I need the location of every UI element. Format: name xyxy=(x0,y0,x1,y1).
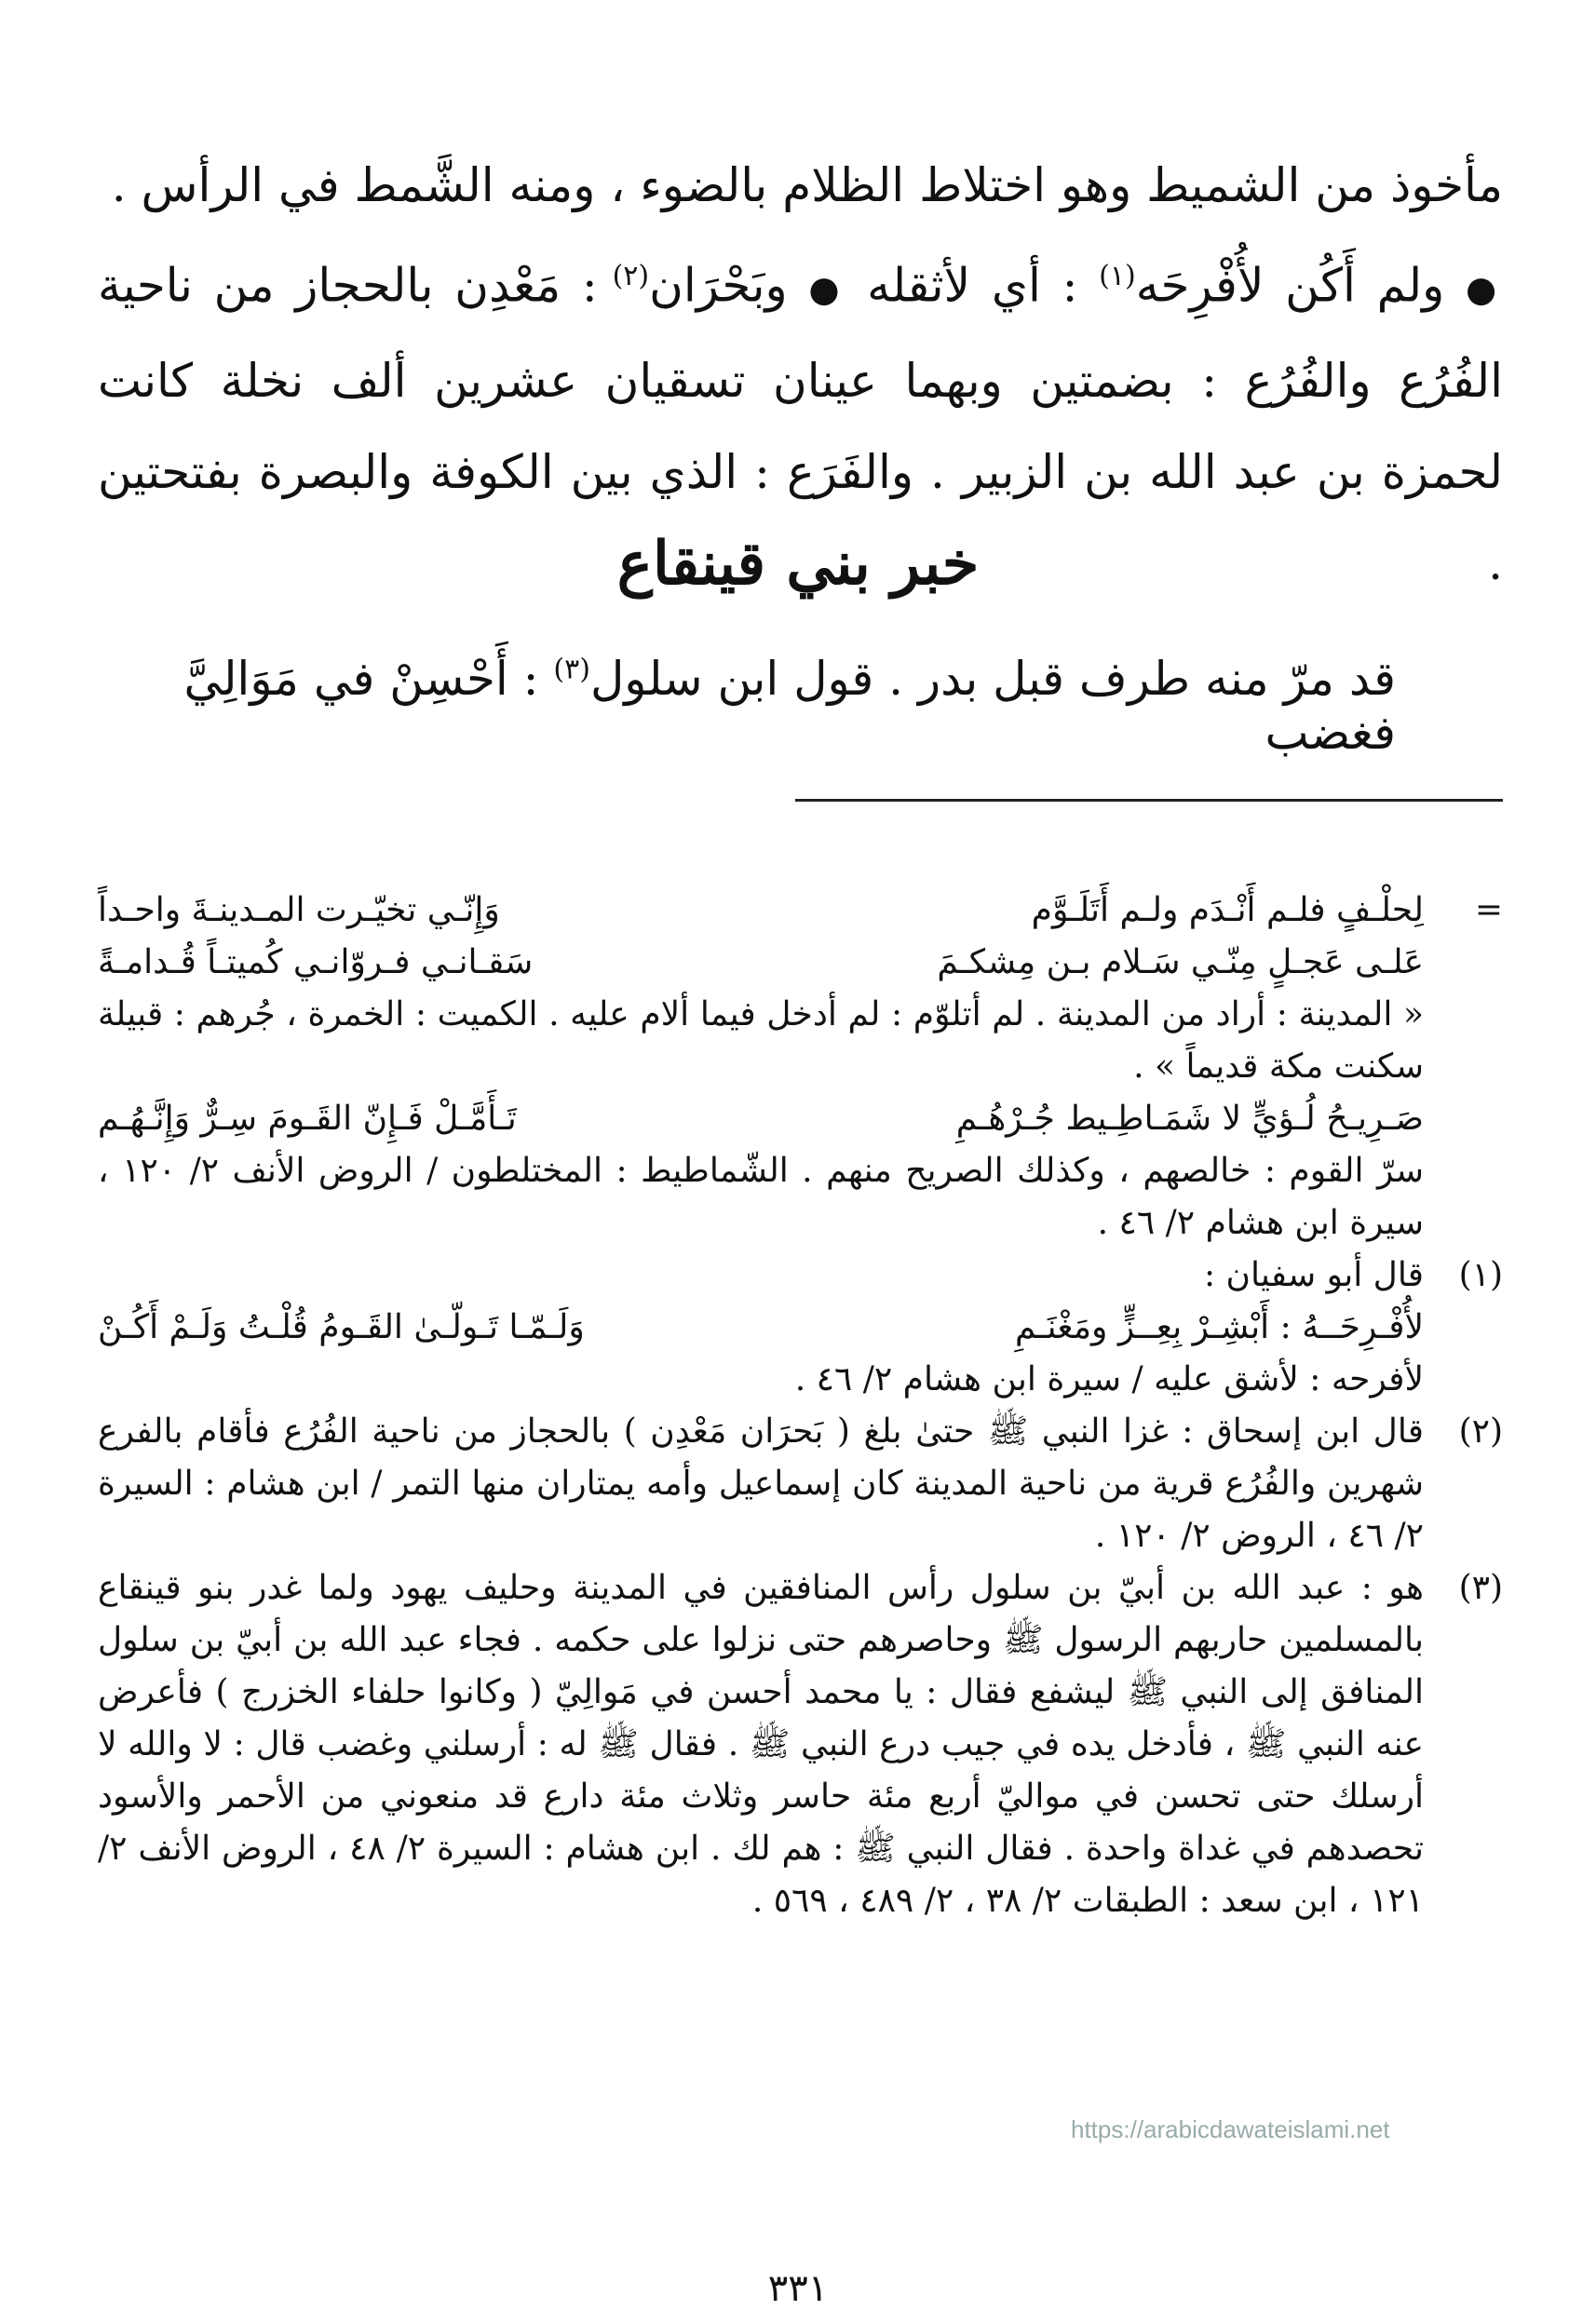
verse-line: عَلـى عَجـلٍ مِنّـي سَـلام بـن مِشكـمَ سَقـانـي فـروّانـي كُميتـاً قُـدامـةً xyxy=(98,943,1424,981)
bullet-icon: ● xyxy=(808,268,846,310)
footnote-3: (٣) هو : عبد الله بن أبيّ بن سلول رأس المنافقين في المدينة وحليف يهود ولما غدر بنو قينقاع بالمسلمين حاربهم الرسول ﷺ وحاصرهم حتى نزلوا على حكمه . فجاء عبد الله بن أبيّ بن سلول المنافق إلى النبي ﷺ ليشفع فقال : يا محمد أحسن في مَوالِيّ ( وكانوا حلفاء الخزرج ) فأعرض عنه النبي ﷺ ، فأدخل يده في جيب درع النبي ﷺ . فقال ﷺ له : أرسلني وغضب قال : لا والله لا أرسلك حتى تحسن في مواليّ أربع مئة حاسر وثلاث مئة دارع قد منعوني من الأحمر والأسود تحصدهم في غداة واحدة . فقال النبي ﷺ : هم لك . ابن هشام : السيرة ٢/ ٤٨ ، الروض الأنف ٢/ ١٢١ ، ابن سعد : الطبقات ٢/ ٣٨ ، ٢/ ٤٨٩ ، ٥٦٩ . xyxy=(98,1562,1503,1927)
verse-line: لِحلْـفٍ فلـم أَنْـدَم ولـم أَتَلَـوَّم وَإِنّـي تخيّـرت المـدينـةَ واحـداً xyxy=(98,891,1424,929)
section-heading: خبر بني قينقاع xyxy=(616,529,980,599)
footnote-ref: (٣) xyxy=(553,653,590,686)
verse-line: لأُفْـرِحَــهُ : أَبْشِـرْ بِعِــزٍّ ومَغْنَـمِ وَلَـمّـا تَـولّـىٰ القَـومُ قُلْـتُ وَلَـمْ أَكُـنْ xyxy=(98,1308,1424,1346)
footnote-number: (١) xyxy=(1458,1256,1503,1294)
footnote-2: (٢) قال ابن إسحاق : غزا النبي ﷺ حتىٰ بلغ ( بَحرَان مَعْدِن ) بالحجاز من ناحية الفُرُع فأقام بالفرع شهرين والفُرُع قرية من ناحية المدينة كان إسماعيل وأمه يمتاران منها التمر / ابن هشام : السيرة ٢/ ٤٦ ، الروض ٢/ ١٢٠ . xyxy=(98,1406,1503,1562)
footnote-ref: (٢) xyxy=(612,260,650,292)
watermark: https://arabicdawateislami.net xyxy=(1071,2115,1390,2143)
paragraph-continuation: مأخوذ من الشميط وهو اختلاط الظلام بالضوء ، ومنه الشَّمط في الرأس . xyxy=(111,158,1503,212)
footnote-number: (٢) xyxy=(1458,1412,1503,1451)
bullet-icon: ● xyxy=(1466,268,1503,310)
footnote-note: سرّ القوم : خالصهم ، وكذلك الصريح منهم . الشّماطيط : المختلطون / الروض الأنف ٢/ ١٢٠ ، سيرة ابن هشام ٢/ ٤٦ . xyxy=(98,1152,1424,1242)
footnote-number: (٣) xyxy=(1458,1569,1503,1607)
verse-line: صَـرِيـحُ لُـؤيٍّ لا شَمَـاطِـيط جُـرْهُـمِ تَـأَمَّـلْ فَـإِنّ القَـومَ سِـرٌّ وَإِنَّـهُـم xyxy=(98,1100,1424,1138)
footnote-continuation xyxy=(98,885,1503,1250)
footnote-divider xyxy=(795,799,1503,802)
footnote-note: « المدينة : أراد من المدينة . لم أتلوّم : لم أدخل فيما ألام عليه . الكميت : الخمرة ، جُرهم : قبيلة سكنت مكة قديماً » . xyxy=(98,995,1424,1086)
footnotes xyxy=(98,885,1503,1927)
footnote-ref: (١) xyxy=(1099,260,1136,292)
continuation-marker: = xyxy=(1474,891,1503,929)
footnote-1: (١) قال أبو سفيان : لأُفْـرِحَــهُ : أَبْشِـرْ بِعِــزٍّ ومَغْنَـمِ وَلَـمّـا تَـولّـىٰ القَـومُ قُلْـتُ وَلَـمْ أَكُـنْ لأفرحه : لأشق عليه / سيرة ابن هشام ٢/ ٤٦ . xyxy=(98,1250,1503,1406)
footnote-note: لأفرحه : لأشق عليه / سيرة ابن هشام ٢/ ٤٦ . xyxy=(794,1360,1424,1398)
page-number: ٣٣١ xyxy=(767,2267,829,2310)
section-intro: قد مرّ منه طرف قبل بدر . قول ابن سلول$^{(٣)}$ : أَحْسِنْ في مَوَالِيَّ فغضب xyxy=(183,652,1396,760)
paragraph-glossary: ● ولم أَكُن لأُفْرِحَه$^{(١)}$ : أي لأثقله ● وبَحْرَان$^{(٢)}$ : مَعْدِن بالحجاز من ناحية الفُرُع والفُرُع : بضمتين وبهما عينان تسقيان عشرين ألف نخلة كانت لحمزة بن عبد الله بن الزبير . والفَرَع : الذي بين الكوفة والبصرة بفتحتين . xyxy=(98,258,1503,590)
